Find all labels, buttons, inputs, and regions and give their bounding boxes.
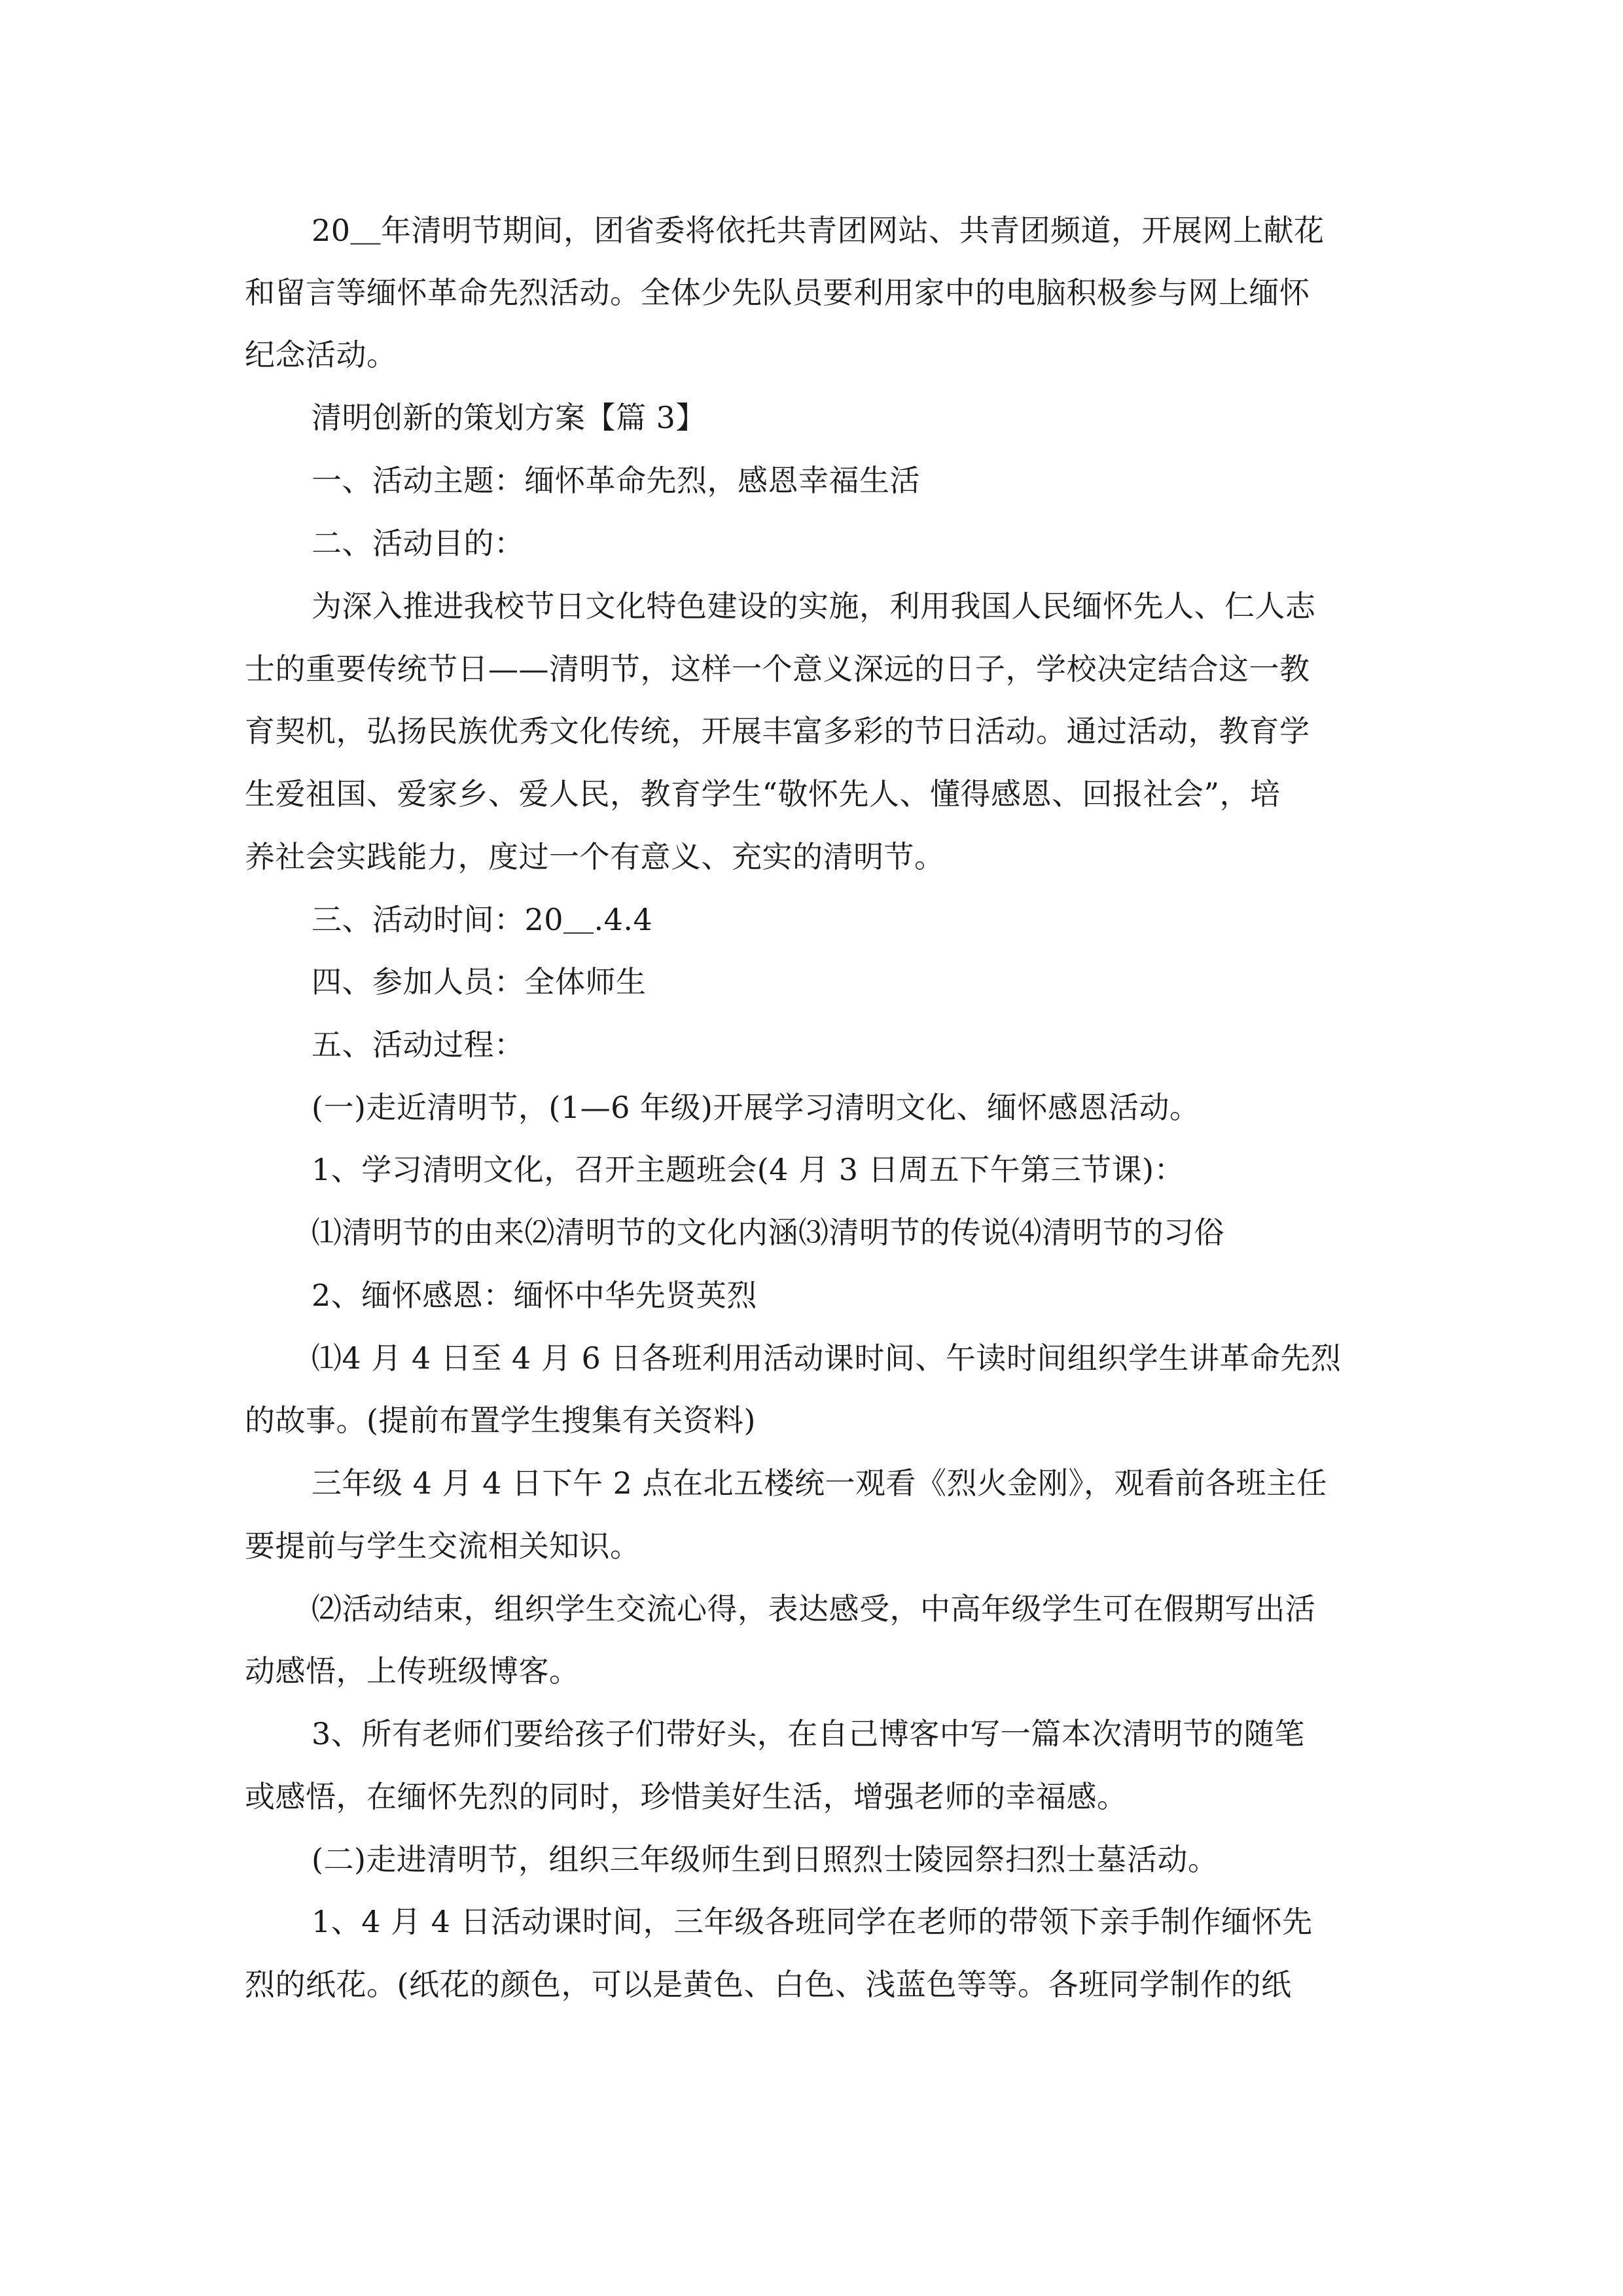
paragraph-line: 士的重要传统节日——清明节，这样一个意义深远的日子，学校决定结合这一教 xyxy=(245,651,1310,687)
paragraph-line: 1、学习清明文化，召开主题班会(4 月 3 日周五下午第三节课)： xyxy=(312,1152,1185,1187)
paragraph-line: 20＿年清明节期间，团省委将依托共青团网站、共青团频道，开展网上献花 xyxy=(312,213,1325,248)
paragraph-line: 五、活动过程： xyxy=(312,1027,525,1062)
paragraph-line: 动感悟，上传班级博客。 xyxy=(245,1653,580,1689)
paragraph-line: 三年级 4 月 4 日下午 2 点在北五楼统一观看《烈火金刚》，观看前各班主任 xyxy=(312,1465,1328,1501)
paragraph-line: 育契机，弘扬民族优秀文化传统，开展丰富多彩的节日活动。通过活动，教育学 xyxy=(245,713,1310,749)
paragraph-line: (一)走近清明节，(1—6 年级)开展学习清明文化、缅怀感恩活动。 xyxy=(312,1090,1200,1125)
paragraph-line: 二、活动目的： xyxy=(312,526,525,561)
paragraph-line: ⑵活动结束，组织学生交流心得，表达感受，中高年级学生可在假期写出活 xyxy=(312,1591,1316,1626)
paragraph-line: ⑴清明节的由来⑵清明节的文化内涵⑶清明节的传说⑷清明节的习俗 xyxy=(312,1215,1224,1250)
paragraph-line: 烈的纸花。(纸花的颜色，可以是黄色、白色、浅蓝色等等。各班同学制作的纸 xyxy=(245,1967,1292,2002)
paragraph-line: ⑴4 月 4 日至 4 月 6 日各班利用活动课时间、午读时间组织学生讲革命先烈 xyxy=(312,1340,1342,1376)
section-heading: 清明创新的策划方案【篇 3】 xyxy=(312,400,706,435)
paragraph-line: 2、缅怀感恩：缅怀中华先贤英烈 xyxy=(312,1278,757,1313)
paragraph-line: 的故事。(提前布置学生搜集有关资料) xyxy=(245,1403,756,1438)
paragraph-line: (二)走进清明节，组织三年级师生到日照烈士陵园祭扫烈士墓活动。 xyxy=(312,1842,1219,1877)
paragraph-line: 三、活动时间：20＿.4.4 xyxy=(312,902,653,937)
paragraph-line: 或感悟，在缅怀先烈的同时，珍惜美好生活，增强老师的幸福感。 xyxy=(245,1779,1128,1814)
paragraph-line: 1、4 月 4 日活动课时间，三年级各班同学在老师的带领下亲手制作缅怀先 xyxy=(312,1904,1313,1939)
paragraph-line: 一、活动主题：缅怀革命先烈，感恩幸福生活 xyxy=(312,463,920,498)
paragraph-line: 为深入推进我校节日文化特色建设的实施，利用我国人民缅怀先人、仁人志 xyxy=(312,588,1316,624)
paragraph-line: 要提前与学生交流相关知识。 xyxy=(245,1528,641,1564)
paragraph-line: 四、参加人员：全体师生 xyxy=(312,964,647,999)
paragraph-line: 3、所有老师们要给孩子们带好头，在自己博客中写一篇本次清明节的随笔 xyxy=(312,1716,1305,1751)
paragraph-line: 生爱祖国、爱家乡、爱人民，教育学生“敬怀先人、懂得感恩、回报社会”，培 xyxy=(245,776,1281,812)
paragraph-line: 养社会实践能力，度过一个有意义、充实的清明节。 xyxy=(245,839,945,874)
paragraph-line: 和留言等缅怀革命先烈活动。全体少先队员要利用家中的电脑积极参与网上缅怀 xyxy=(245,275,1310,310)
paragraph-line: 纪念活动。 xyxy=(245,337,397,372)
